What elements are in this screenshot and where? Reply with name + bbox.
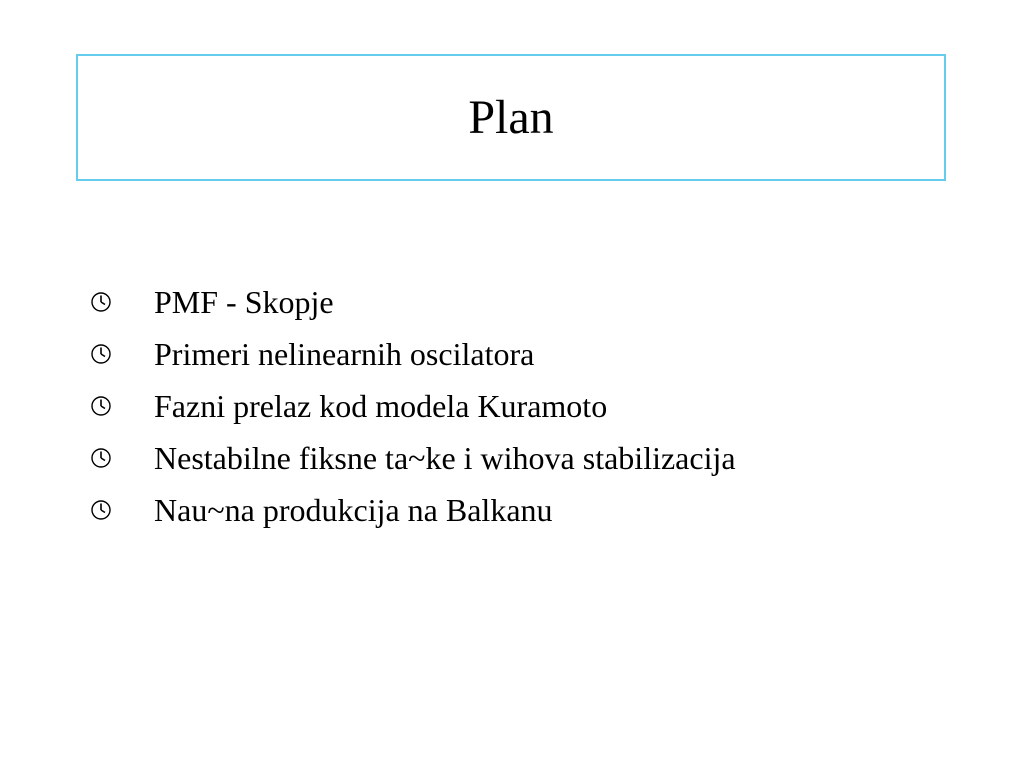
list-item — [88, 380, 736, 432]
list-item-label: PMF - Skopje — [154, 283, 334, 320]
clock-icon — [90, 291, 112, 313]
list-item — [88, 484, 736, 536]
list-item — [88, 328, 736, 380]
list-item — [88, 276, 736, 328]
bullet-list — [88, 276, 736, 536]
list-item-label: Nau~na produkcija na Balkanu — [154, 491, 553, 528]
clock-icon — [90, 343, 112, 365]
clock-icon — [90, 395, 112, 417]
list-item-label: Primeri nelinearnih oscilatora — [154, 335, 535, 372]
list-item-label: Fazni prelaz kod modela Kuramoto — [154, 387, 608, 424]
title-box — [76, 54, 946, 181]
list-item — [88, 432, 736, 484]
list-item-label: Nestabilne fiksne ta~ke i wihova stabilizacija — [154, 439, 736, 476]
clock-icon — [90, 447, 112, 469]
slide-title: Plan — [468, 90, 554, 144]
clock-icon — [90, 499, 112, 521]
